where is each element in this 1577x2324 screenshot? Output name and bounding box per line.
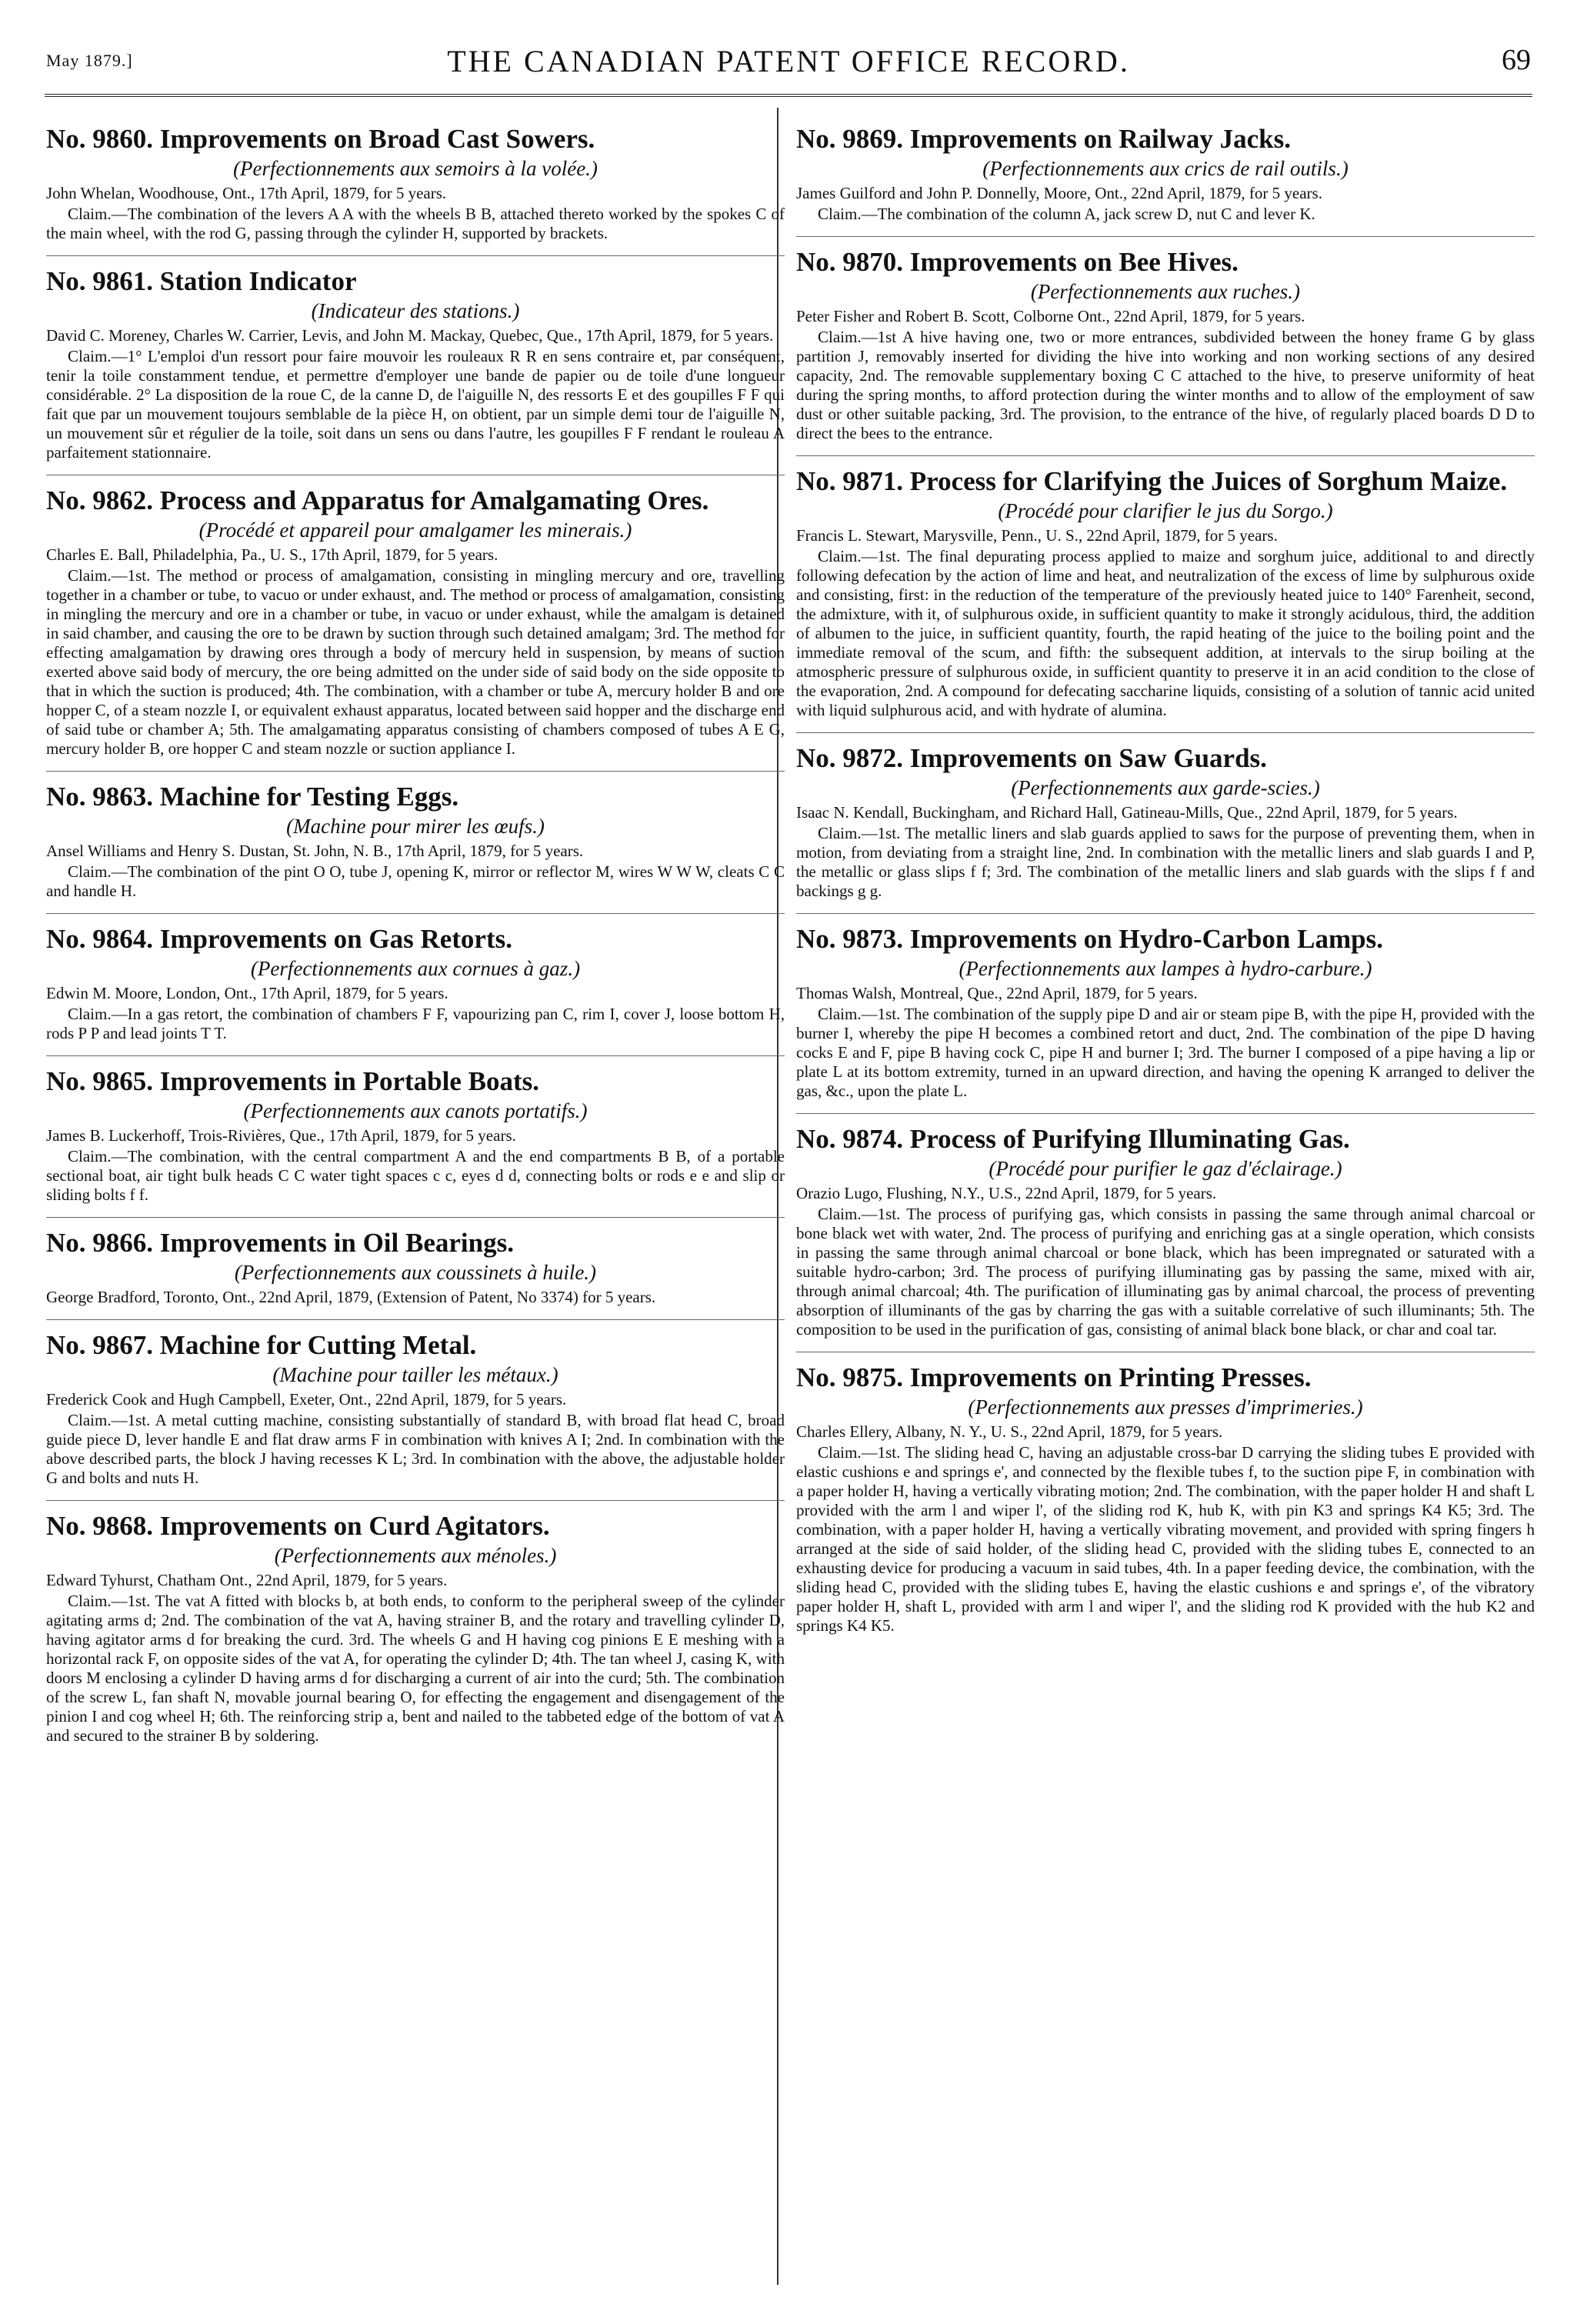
patent-title	[796, 246, 1535, 278]
patent-title-text: Improvements on Bee Hives.	[909, 247, 1239, 277]
running-head	[46, 40, 1531, 78]
french-title: (Machine pour mirer les œufs.)	[286, 815, 545, 838]
journal-title: THE CANADIAN PATENT OFFICE RECORD.	[447, 44, 1130, 78]
entry-separator	[796, 913, 1535, 914]
patent-entry	[46, 485, 785, 759]
claim-text: Claim.—1° L'emploi d'un ressort pour faire mouvoir les rouleaux R R en sens contraire et, par conséquent, tenir la toile constamment tendue, et permettre d'employer une bande de papier ou de toile d'une longueur considérable. 2° La disposition de la roue C, de la canne D, de l'aiguille N, des ressorts E et des goupilles F F qui fait que par un mouvement toujours semblable de la pièce H, on obtient, par un simple demi tour de l'aiguille N, un mouvement sûr et régulier de la toile, soit dans un sens ou dans l'autre, les goupilles F F rendant le rouleau A parfaitement stationnaire.	[46, 347, 785, 462]
patent-entry	[796, 246, 1535, 443]
patentee-info: Francis L. Stewart, Marysville, Penn., U. S., 22nd April, 1879, for 5 years.	[796, 526, 1278, 545]
patent-entry	[46, 923, 785, 1043]
patentee-info: Charles Ellery, Albany, N. Y., U. S., 22nd April, 1879, for 5 years.	[796, 1422, 1223, 1441]
entry-separator	[46, 1217, 785, 1218]
patent-title-text: Improvements in Oil Bearings.	[159, 1228, 514, 1258]
claim-text: Claim.—The combination of the levers A A with the wheels B B, attached thereto worked by the spokes C of the main wheel, with the rod G, passing through the cylinder H, supported by brackets.	[46, 205, 785, 242]
french-title: (Procédé et appareil pour amalgamer les minerais.)	[198, 518, 632, 542]
claim-text: Claim.—The combination, with the central compartment A and the end compartments B B, of a portable sectional boat, air tight bulk heads C C water tight spaces c c, eyes d d, connecting bolts or rods e e and slip or sliding bolts f f.	[46, 1147, 785, 1204]
french-title: (Machine pour tailler les métaux.)	[272, 1363, 558, 1386]
patent-entry	[796, 1123, 1535, 1339]
entry-separator	[46, 771, 785, 772]
french-title: (Perfectionnements aux lampes à hydro-carbure.)	[959, 957, 1372, 980]
patent-title	[46, 1510, 785, 1542]
patentee-info: David C. Moreney, Charles W. Carrier, Levis, and John M. Mackay, Quebec, Que., 17th April, 1879, for 5 years.	[46, 326, 774, 345]
patent-title	[46, 923, 785, 955]
patent-number: No. 9864.	[46, 924, 154, 954]
patent-entry	[796, 123, 1535, 224]
patent-number: No. 9862.	[46, 485, 154, 515]
patent-title	[46, 485, 785, 516]
patent-number: No. 9869.	[796, 124, 904, 154]
patent-entry	[796, 1362, 1535, 1635]
patent-number: No. 9863.	[46, 782, 154, 812]
patent-title	[796, 742, 1535, 774]
patent-entry	[46, 123, 785, 243]
patent-title	[796, 465, 1535, 497]
patent-number: No. 9870.	[796, 247, 904, 277]
patent-entry	[796, 923, 1535, 1101]
patent-entry	[46, 781, 785, 901]
patent-entry	[46, 1510, 785, 1746]
french-title: (Perfectionnements aux garde-scies.)	[1011, 776, 1320, 799]
patentee-info: Edwin M. Moore, London, Ont., 17th April, 1879, for 5 years.	[46, 984, 448, 1002]
patent-entry	[46, 265, 785, 462]
claim-text: Claim.—In a gas retort, the combination of chambers F F, vapourizing pan C, rim I, cover J, loose bottom H, rods P P and lead joints T T.	[46, 1005, 785, 1042]
patentee-info: John Whelan, Woodhouse, Ont., 17th April, 1879, for 5 years.	[46, 184, 447, 202]
french-title: (Procédé pour clarifier le jus du Sorgo.)	[998, 499, 1333, 522]
patent-title-text: Process of Purifying Illuminating Gas.	[909, 1124, 1350, 1154]
french-title: (Perfectionnements aux crics de rail outils.)	[982, 157, 1349, 180]
patent-title-text: Improvements on Printing Presses.	[909, 1362, 1312, 1392]
patent-entry	[796, 742, 1535, 901]
patent-title-text: Machine for Cutting Metal.	[159, 1330, 477, 1360]
patent-title-text: Improvements on Hydro-Carbon Lamps.	[909, 924, 1383, 954]
patent-title	[46, 123, 785, 155]
french-title: (Perfectionnements aux canots portatifs.)	[243, 1099, 588, 1122]
patent-title	[46, 1065, 785, 1097]
patent-number: No. 9865.	[46, 1066, 154, 1096]
patent-entry	[796, 465, 1535, 720]
entry-separator	[46, 255, 785, 256]
claim-text: Claim.—The combination of the column A, jack screw D, nut C and lever K.	[818, 205, 1315, 223]
french-title: (Perfectionnements aux semoirs à la volée.)	[233, 157, 598, 180]
patent-title-text: Machine for Testing Eggs.	[159, 782, 459, 812]
patent-title	[46, 781, 785, 812]
french-title: (Perfectionnements aux presses d'imprimeries.)	[968, 1395, 1363, 1419]
claim-text: Claim.—The combination of the pint O O, tube J, opening K, mirror or reflector M, wires W W W, cleats C C and handle H.	[46, 862, 785, 900]
french-title: (Perfectionnements aux cornues à gaz.)	[250, 957, 581, 980]
claim-text: Claim.—1st. The final depurating process applied to maize and sorghum juice, additional to and directly following defecation by the action of lime and heat, and neutralization of the excess of lime by sulphurous oxide and consisting, first: in the reduction of the temperature of the previously heated juice to 140° Farenheit, second, the admixture, with it, of sulphurous oxide, in sufficient quantity to make it strongly acidulous, third, the addition of albumen to the juice, in sufficient quantity, fourth, the rapid heating of the juice to the boiling point and the immediate removal of the scum, and fifth: the subsequent addition, at intervals to the sirup boiling at the atmospheric pressure of sulphurous oxide, in sufficient quantity to preserve it in an acid condition to the close of the evaporation, 2nd. A compound for defecating saccharine liquids, consisting of a solution of tannic acid united with liquid sulphurous acid, and with hydrate of alumina.	[796, 547, 1535, 719]
patent-title-text: Improvements in Portable Boats.	[159, 1066, 539, 1096]
entry-separator	[46, 1500, 785, 1501]
patentee-info: Frederick Cook and Hugh Campbell, Exeter, Ont., 22nd April, 1879, for 5 years.	[46, 1390, 567, 1409]
patent-title-text: Improvements on Curd Agitators.	[159, 1511, 550, 1541]
patent-number: No. 9872.	[796, 743, 904, 773]
right-column	[796, 123, 1535, 1648]
patent-number: No. 9875.	[796, 1362, 904, 1392]
entry-separator	[796, 1113, 1535, 1114]
patent-title	[46, 1329, 785, 1361]
patent-title	[46, 265, 785, 297]
entry-separator	[796, 455, 1535, 456]
patent-number: No. 9874.	[796, 1124, 904, 1154]
claim-text: Claim.—1st A hive having one, two or more entrances, subdivided between the honey frame G by glass partition J, removably inserted for dividing the hive into working and non working sections of any desired capacity, 2nd. The removable supplementary boxing C C attached to the hive, to preserve uniformity of heat during the spring months, to afford protection during the winter months and to allow of the employment of saw dust or other suitable packing, 3rd. The provision, to the entrance of the hive, of regularly placed boards D D to direct the bees to the entrance.	[796, 328, 1535, 442]
patent-entry	[46, 1329, 785, 1488]
patent-number: No. 9871.	[796, 466, 904, 496]
patent-entry	[46, 1065, 785, 1205]
patent-number: No. 9866.	[46, 1228, 154, 1258]
french-title: (Procédé pour purifier le gaz d'éclairage.)	[989, 1157, 1342, 1180]
french-title: (Indicateur des stations.)	[311, 299, 520, 322]
patent-title-text: Process for Clarifying the Juices of Sorghum Maize.	[909, 466, 1508, 496]
patentee-info: Edward Tyhurst, Chatham Ont., 22nd April, 1879, for 5 years.	[46, 1571, 448, 1589]
issue-date: May 1879.]	[46, 51, 133, 70]
patentee-info: James B. Luckerhoff, Trois-Rivières, Que., 17th April, 1879, for 5 years.	[46, 1126, 516, 1145]
patent-title-text: Improvements on Railway Jacks.	[909, 124, 1291, 154]
patent-title	[796, 1123, 1535, 1155]
patentee-info: James Guilford and John P. Donnelly, Moore, Ont., 22nd April, 1879, for 5 years.	[796, 184, 1322, 202]
french-title: (Perfectionnements aux ménoles.)	[274, 1544, 557, 1567]
patent-title	[796, 1362, 1535, 1393]
french-title: (Perfectionnements aux ruches.)	[1030, 280, 1301, 303]
entry-separator	[46, 1055, 785, 1056]
patent-title-text: Improvements on Saw Guards.	[909, 743, 1267, 773]
entry-separator	[46, 1319, 785, 1320]
patent-number: No. 9861.	[46, 266, 154, 296]
claim-text: Claim.—1st. The vat A fitted with blocks b, at both ends, to conform to the peripheral sweep of the cylinder agitating arms d; 2nd. The combination of the vat A, having strainer B, and the rotary and travelling cylinder D, having agitator arms d for breaking the curd. 3rd. The wheels G and H having cog pinions E E meshing with a horizontal rack F, on opposite sides of the vat A, for operating the cylinder D; 4th. The tan wheel J, casing K, with doors M enclosing a cylinder D having arms d for discharging a current of air into the curd; 5th. The combination of the screw L, fan shaft N, movable journal bearing O, for effecting the engagement and disengagement of the pinion I and cog wheel H; 6th. The reinforcing strip a, bent and nailed to the tabbeted edge of the bottom of vat A and secured to the strainer B by soldering.	[46, 1592, 785, 1745]
patent-title	[796, 123, 1535, 155]
patent-number: No. 9860.	[46, 124, 154, 154]
claim-text: Claim.—1st. The method or process of amalgamation, consisting in mingling mercury and ore, travelling together in a chamber or tube, to vacuo or under exhaust, and. The method or process of amalgamation, consisting in mingling the mercury and ore in a chamber or tube, in vacuo or under exhaust, while the amalgam is detained in said chamber, and causing the ore to be drawn by suction through such detained amalgam; 3rd. The method for effecting amalgamation by drawing ores through a body of mercury held in suspension, by means of suction exerted above said body of mercury, the ore being admitted on the under side of said body on the side opposite to that in which the suction is produced; 4th. The combination, with a chamber or tube A, mercury holder B and ore hopper C, of a steam nozzle I, or equivalent exhaust apparatus, located between said hopper and the discharge end of said tube or chamber A; 5th. The amalgamating apparatus consisting of chambers composed of tubes A E G, mercury holder B, ore hopper C and steam nozzle or suction appliance I.	[46, 566, 785, 758]
claim-text: Claim.—1st. The sliding head C, having an adjustable cross-bar D carrying the sliding tubes E provided with elastic cushions e and springs e', and connected by the flexible tubes f, to the suction pipe F, in combination with a paper holder H, having a vertically vibrating motion; 2nd. The combination, with the paper holder H and shaft L provided with the arm l and wiper l', of the sliding rod K, hub K, with pin K3 and springs K4 K5; 3rd. The combination, with a paper holder H, having a vertically vibrating movement, and provided with spring fingers h arranged at the side of said holder, of the sliding head C, provided with the sliding tubes E, connected to an exhausting device for producing a vacuum in said tubes, 4th. In a paper feeding device, the combination, with the sliding head C, provided with the sliding tubes E, having the elastic cushions e and springs e', of the vibratory paper holder H, shaft L, provided with arm l and wiper l', and the sliding rod K provided with the hub K2 and springs K4 K5.	[796, 1443, 1535, 1635]
patent-title-text: Station Indicator	[159, 266, 357, 296]
patent-entry	[46, 1227, 785, 1307]
patent-title	[46, 1227, 785, 1259]
patent-title	[796, 923, 1535, 955]
french-title: (Perfectionnements aux coussinets à huile.)	[234, 1261, 597, 1284]
entry-separator	[46, 913, 785, 914]
header-rule	[45, 94, 1532, 97]
claim-text: Claim.—1st. The combination of the supply pipe D and air or steam pipe B, with the pipe H, provided with the burner I, whereby the pipe H becomes a combined retort and duct, 2nd. The combination of the pipe D having cocks E and F, pipe B having cock C, pipe H and burner I; 3rd. The burner I composed of a pipe having a lip or plate L at its bottom extremity, turned in an upward direction, and having the opening K arranged to deliver the gas, &c., upon the plate L.	[796, 1005, 1535, 1100]
left-column	[46, 123, 785, 1758]
patentee-info: George Bradford, Toronto, Ont., 22nd April, 1879, (Extension of Patent, No 3374) for 5 years.	[46, 1288, 656, 1306]
claim-text: Claim.—1st. The metallic liners and slab guards applied to saws for the purpose of preventing them, when in motion, from deviating from a straight line, 2nd. In combination with the metallic liners and slab guards I and P, the metallic or glass slips f f; 3rd. The combination of the metallic liners and slab guards with the slips f f and backings g g.	[796, 824, 1535, 900]
patent-number: No. 9868.	[46, 1511, 154, 1541]
patent-number: No. 9867.	[46, 1330, 154, 1360]
claim-text: Claim.—1st. The process of purifying gas, which consists in passing the same through animal charcoal or bone black wet with water, 2nd. The process of purifying and enriching gas at a single operation, which consists in passing the same through animal charcoal or bone black, which has been impregnated or saturated with a suitable hydro-carbon; 3rd. The process of purifying illuminating gas by passing the same, mixed with air, through animal charcoal; 4th. The purification of illuminating gas by animal charcoal, the process of preventing absorption of illuminants of the gas by charring the gas with a suitable correlative of such illuminants; 5th. The composition to be used in the purification of gas, consisting of animal black bone black, or char and coal tar.	[796, 1205, 1535, 1339]
entry-separator	[796, 236, 1535, 237]
page-number: 69	[1502, 44, 1531, 76]
patentee-info: Orazio Lugo, Flushing, N.Y., U.S., 22nd April, 1879, for 5 years.	[796, 1184, 1217, 1202]
patent-number: No. 9873.	[796, 924, 904, 954]
patent-title-text: Improvements on Gas Retorts.	[159, 924, 512, 954]
patentee-info: Charles E. Ball, Philadelphia, Pa., U. S., 17th April, 1879, for 5 years.	[46, 545, 498, 564]
patent-title-text: Process and Apparatus for Amalgamating Ores.	[159, 485, 709, 515]
patent-title-text: Improvements on Broad Cast Sowers.	[159, 124, 595, 154]
patentee-info: Isaac N. Kendall, Buckingham, and Richard Hall, Gatineau-Mills, Que., 22nd April, 1879, for 5 years.	[796, 803, 1458, 822]
patentee-info: Thomas Walsh, Montreal, Que., 22nd April, 1879, for 5 years.	[796, 984, 1198, 1002]
patentee-info: Peter Fisher and Robert B. Scott, Colborne Ont., 22nd April, 1879, for 5 years.	[796, 307, 1305, 325]
claim-text: Claim.—1st. A metal cutting machine, consisting substantially of standard B, with broad flat head C, broad guide piece D, lever handle E and flat draw arms F in combination with knives A I; 2nd. In combination with the above described parts, the block J having recesses K L; 3rd. In combination with the above, the adjustable holder G and bolts and nuts H.	[46, 1411, 785, 1487]
entry-separator	[796, 732, 1535, 733]
patentee-info: Ansel Williams and Henry S. Dustan, St. John, N. B., 17th April, 1879, for 5 years.	[46, 842, 584, 860]
